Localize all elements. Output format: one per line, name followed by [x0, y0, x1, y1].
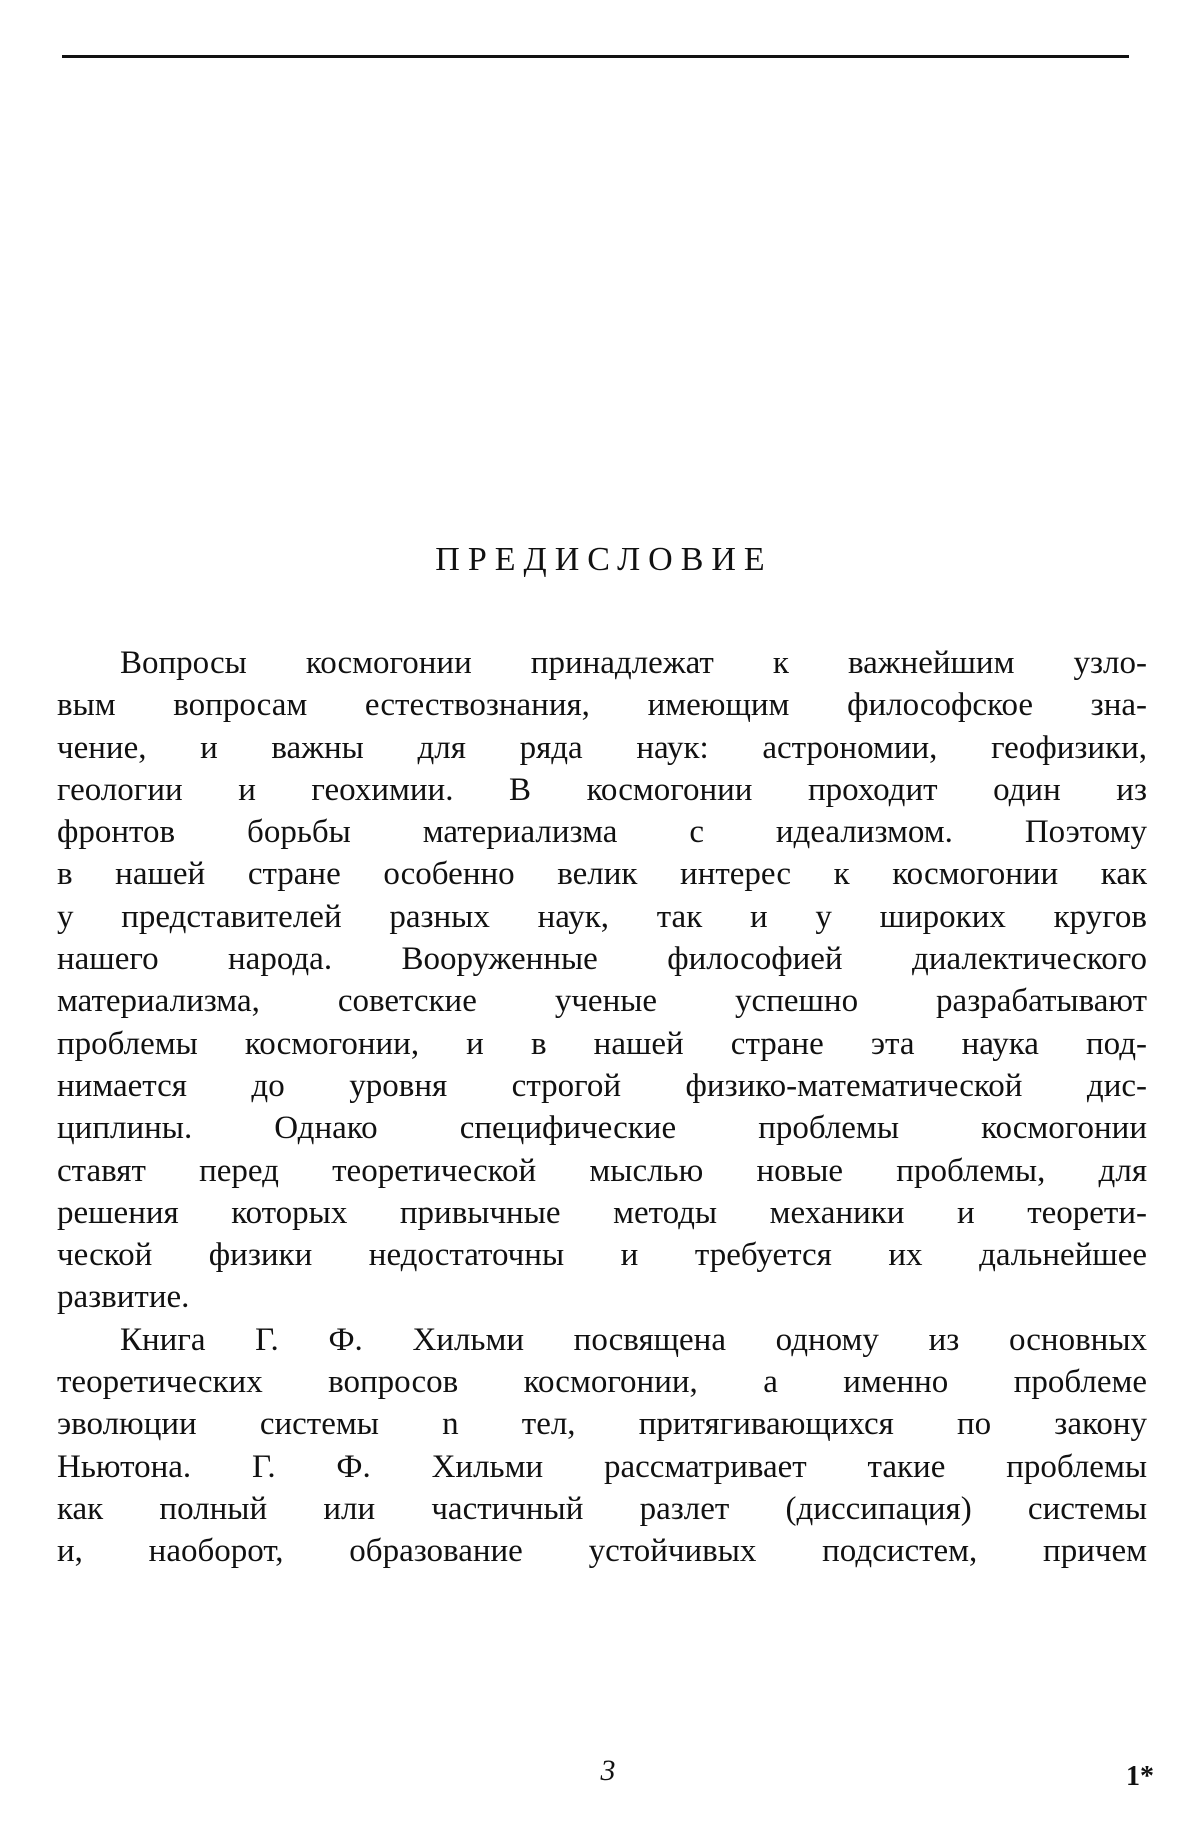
- top-rule: [62, 55, 1129, 58]
- text-line: Книга Г. Ф. Хильми посвящена одному из основных: [120, 1321, 1147, 1358]
- paragraph-2: [57, 1319, 1147, 1573]
- text-line: эволюции системы n тел, притягивающихся по закону: [57, 1406, 1147, 1443]
- text-line: развитие.: [57, 1279, 190, 1316]
- text-line: и, наоборот, образование устойчивых подсистем, причем: [57, 1533, 1147, 1570]
- text-line: ставят перед теоретической мыслью новые проблемы, для: [57, 1152, 1147, 1189]
- text-line: материализма, советские ученые успешно разрабатывают: [57, 983, 1147, 1020]
- signature-mark: 1*: [1126, 1761, 1154, 1792]
- text-line: Вопросы космогонии принадлежат к важнейшим узло-: [120, 645, 1147, 681]
- text-line: решения которых привычные методы механики и теорети-: [57, 1194, 1147, 1231]
- paragraph-1: [57, 642, 1147, 1319]
- text-line: у представителей разных наук, так и у широких кругов: [57, 898, 1147, 935]
- text-line: в нашей стране особенно велик интерес к космогонии как: [57, 856, 1147, 893]
- page-heading: ПРЕДИСЛОВИЕ: [435, 541, 773, 578]
- text-line: как полный или частичный разлет (диссипация) системы: [57, 1490, 1147, 1527]
- text-line: нашего народа. Вооруженные философией диалектического: [57, 941, 1147, 978]
- text-line: проблемы космогонии, и в нашей стране эта наука под-: [57, 1025, 1147, 1062]
- text-line: чение, и важны для ряда наук: астрономии, геофизики,: [57, 729, 1147, 766]
- text-line: нимается до уровня строгой физико-математической дис-: [57, 1067, 1147, 1104]
- page-number: 3: [600, 1754, 616, 1787]
- text-line: фронтов борьбы материализма с идеализмом. Поэтому: [57, 814, 1147, 851]
- text-line: Ньютона. Г. Ф. Хильми рассматривает такие проблемы: [57, 1448, 1147, 1485]
- text-line: геологии и геохимии. В космогонии проходит один из: [57, 771, 1147, 808]
- text-line: вым вопросам естествознания, имеющим философское зна-: [57, 687, 1147, 724]
- body-text: [57, 642, 1147, 1573]
- text-line: ческой физики недостаточны и требуется их дальнейшее: [57, 1237, 1147, 1274]
- text-line: циплины. Однако специфические проблемы космогонии: [57, 1110, 1147, 1147]
- text-line: теоретических вопросов космогонии, а именно проблеме: [57, 1364, 1147, 1401]
